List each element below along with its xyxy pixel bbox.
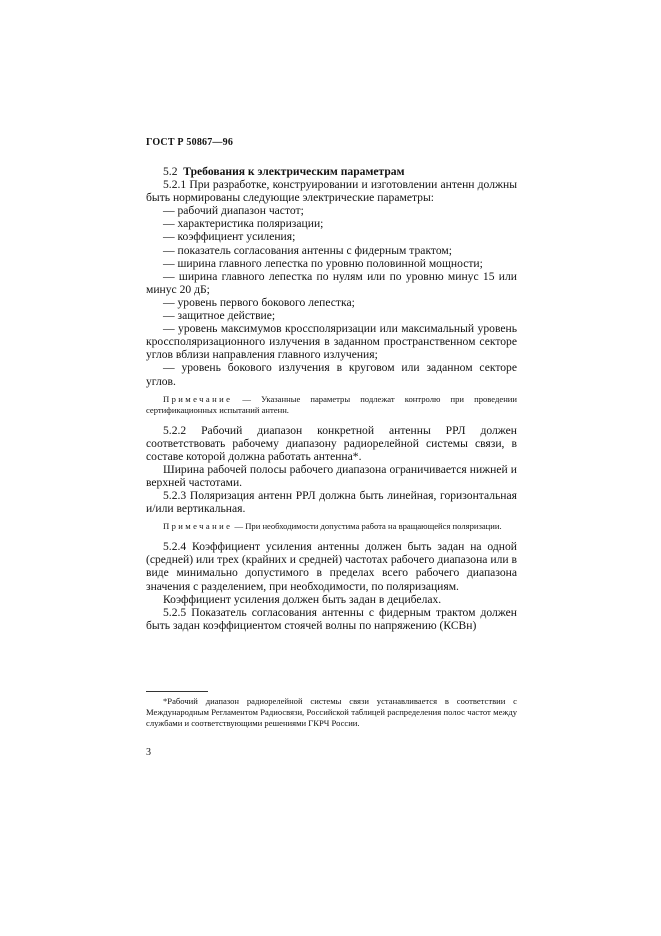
paragraph-5-2-1: 5.2.1 При разработке, конструировании и изготовлении антенн должны быть нормированы следующие электрические параметры:	[146, 178, 517, 205]
paragraph-5-2-2-b: Ширина рабочей полосы рабочего диапазона ограничивается нижней и верхней частотами.	[146, 462, 517, 489]
note-label: Примечание	[163, 393, 233, 404]
paragraph-5-2-4: 5.2.4 Коэффициент усиления антенны должен быть задан на одной (средней) или трех (крайних и средней) частотах рабочего диапазона или в виде минимально допустимого в пределах всего рабочего диапазона значения с разделением, при необходимости, по поляризациям.	[146, 540, 517, 593]
list-item: — уровень первого бокового лепестка;	[163, 295, 355, 309]
paragraph-5-2-5: 5.2.5 Показатель согласования антенны с фидерным трактом должен быть задан коэффициентом стоячей волны по напряжению (КСВн)	[146, 605, 517, 632]
list-item: — показатель согласования антенны с фидерным трактом;	[163, 243, 452, 257]
list-item: — защитное действие;	[163, 309, 276, 323]
list-item: — ширина главного лепестка по нулям или по уровню минус 15 или минус 20 дБ;	[146, 269, 517, 296]
list-item: — уровень бокового излучения в круговом или заданном секторе углов.	[146, 361, 517, 388]
note-text: — Указанные параметры подлежат контролю при проведении сертификационных испытаний антенн.	[146, 393, 517, 415]
list-item: — характеристика поляризации;	[163, 217, 324, 231]
parameter-list	[146, 204, 517, 387]
note-2	[146, 521, 517, 532]
list-item: — коэффициент усиления;	[163, 230, 296, 244]
list-item: — рабочий диапазон частот;	[163, 204, 304, 218]
document-page	[146, 137, 517, 758]
section-heading	[146, 165, 517, 178]
document-header: ГОСТ Р 50867—96	[146, 137, 234, 148]
list-item: — уровень максимумов кроссполяризации или максимальный уровень кроссполяризационного излучения в заданном пространственном секторе углов вблизи направления главного излучения;	[146, 322, 517, 362]
paragraph-5-2-3: 5.2.3 Поляризация антенн РРЛ должна быть линейная, горизонтальная и/или вертикальная.	[146, 489, 517, 516]
document-body	[146, 165, 517, 632]
footnote: *Рабочий диапазон радиорелейной системы связи устанавливается в соответствии с Международным Регламентом Радиосвязи, Российской таблицей распределения полос частот между службами и соответствующими решениями ГКРЧ России.	[146, 695, 517, 728]
note-text: — При необходимости допустима работа на вращающейся поляризации.	[232, 521, 502, 532]
list-item: — ширина главного лепестка по уровню половинной мощности;	[163, 256, 483, 270]
page-number: 3	[146, 746, 151, 758]
paragraph-5-2-2: 5.2.2 Рабочий диапазон конкретной антенны РРЛ должен соответствовать рабочему диапазону радиорелейной системы связи, в составе которой должна работать антенна*.	[146, 423, 517, 463]
footnote-divider	[146, 691, 208, 692]
note-label: Примечание	[163, 521, 233, 532]
paragraph-5-2-4-b: Коэффициент усиления должен быть задан в децибелах.	[163, 592, 442, 606]
section-number: 5.2	[163, 165, 178, 178]
note-1	[146, 394, 517, 416]
section-title: Требования к электрическим параметрам	[183, 165, 405, 178]
